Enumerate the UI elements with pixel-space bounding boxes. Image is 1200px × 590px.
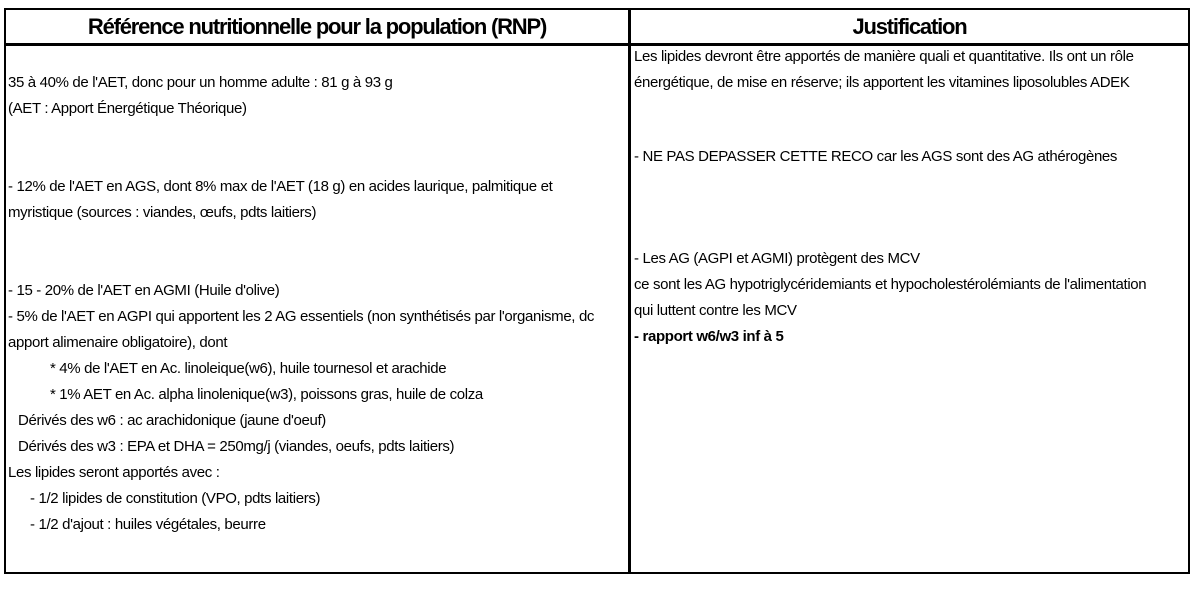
rnp-line: Dérivés des w6 : ac arachidonique (jaune d'oeuf) (18, 412, 326, 429)
justification-line: - NE PAS DEPASSER CETTE RECO car les AGS sont des AG athérogènes (634, 148, 1118, 165)
justification-line: ce sont les AG hypotriglycéridemiants et hypocholestérolémiants de l'alimentation (634, 276, 1147, 293)
rnp-line: - 15 - 20% de l'AET en AGMI (Huile d'olive) (8, 282, 280, 299)
justification-line: qui luttent contre les MCV (634, 302, 797, 319)
rnp-line: Les lipides seront apportés avec : (8, 464, 220, 481)
rnp-line: - 12% de l'AET en AGS, dont 8% max de l'AET (18 g) en acides laurique, palmitique et (8, 178, 553, 195)
header-rnp: Référence nutritionnelle pour la population (RNP) (87, 14, 547, 39)
rnp-line: (AET : Apport Énergétique Théorique) (8, 100, 247, 117)
rnp-line: - 5% de l'AET en AGPI qui apportent les 2 AG essentiels (non synthétisés par l'organisme, dc (8, 308, 595, 325)
justification-line: énergétique, de mise en réserve; ils apportent les vitamines liposolubles ADEK (634, 74, 1130, 91)
rnp-line: - 1/2 d'ajout : huiles végétales, beurre (30, 516, 266, 533)
header-justification: Justification (852, 14, 967, 39)
justification-line: Les lipides devront être apportés de manière quali et quantitative. Ils ont un rôle (634, 48, 1134, 65)
rnp-line: - 1/2 lipides de constitution (VPO, pdts laitiers) (30, 490, 321, 507)
nutrition-table (4, 8, 1190, 574)
justification-line: - Les AG (AGPI et AGMI) protègent des MCV (634, 250, 920, 267)
justification-line-bold: - rapport w6/w3 inf à 5 (634, 328, 784, 345)
rnp-line: myristique (sources : viandes, œufs, pdts laitiers) (8, 204, 317, 221)
column-divider (628, 10, 631, 572)
rnp-line: * 4% de l'AET en Ac. linoleique(w6), huile tournesol et arachide (50, 360, 447, 377)
rnp-line: * 1% AET en Ac. alpha linolenique(w3), poissons gras, huile de colza (50, 386, 483, 403)
rnp-line: apport alimenaire obligatoire), dont (8, 334, 228, 351)
rnp-line: Dérivés des w3 : EPA et DHA = 250mg/j (viandes, oeufs, pdts laitiers) (18, 438, 455, 455)
rnp-line: 35 à 40% de l'AET, donc pour un homme adulte : 81 g à 93 g (8, 74, 393, 91)
